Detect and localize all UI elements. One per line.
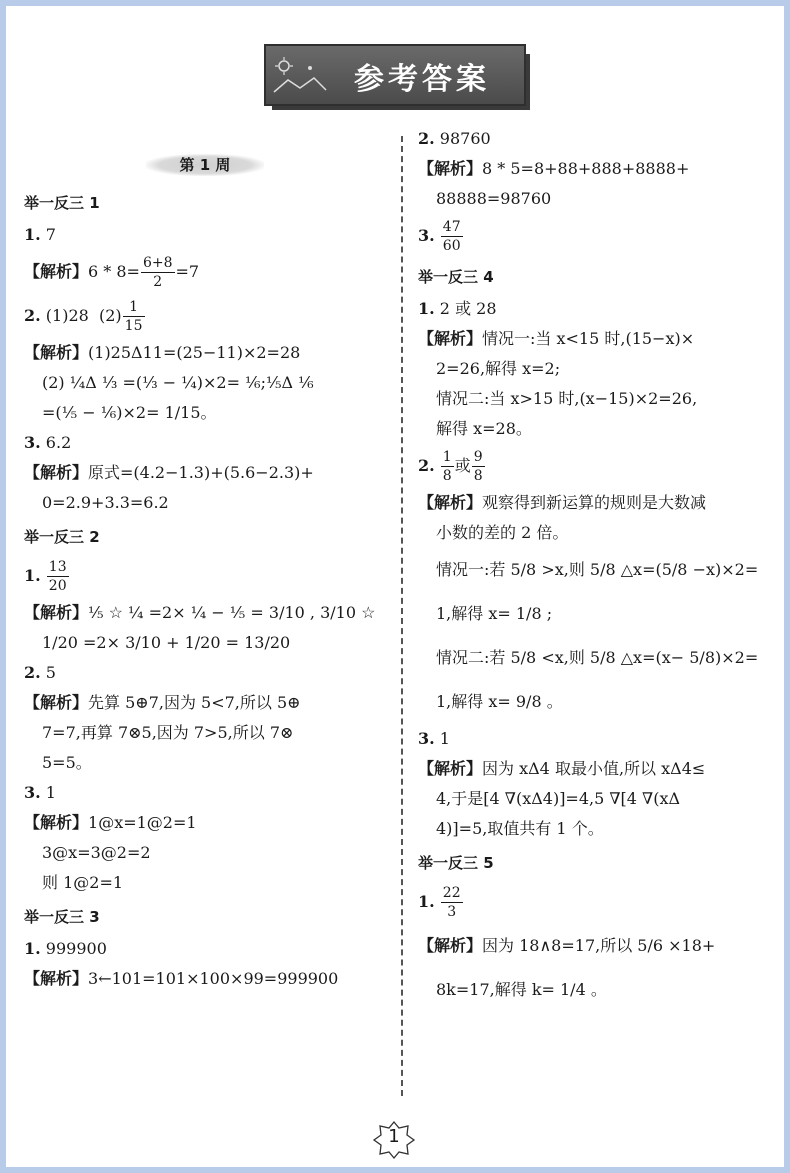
analysis-line [418, 154, 778, 184]
column-divider [401, 136, 403, 1096]
numerator: 1 [123, 298, 145, 317]
answer-value: 1 [45, 783, 56, 802]
denominator: 15 [124, 318, 143, 334]
analysis-line [418, 324, 778, 354]
analysis-text: 1@x=1@2=1 [88, 813, 197, 832]
section-heading: 举一反三 1 [24, 194, 100, 212]
question-number: 3. [24, 433, 41, 452]
answer-line [418, 880, 778, 924]
analysis-text: 情况一:当 x<15 时,(15−x)× [482, 329, 695, 348]
question-number: 1. [418, 299, 435, 318]
numerator: 47 [442, 219, 461, 235]
analysis-line: 1,解得 x= 9/8 。 [436, 692, 563, 711]
analysis-line [24, 458, 389, 488]
answer-value: 1 [439, 729, 450, 748]
analysis-line: 情况二:当 x>15 时,(x−15)×2=26, [436, 389, 698, 408]
answer-value: 2 或 28 [439, 299, 497, 318]
analysis-line [24, 964, 389, 994]
answer-line [418, 294, 778, 324]
section-heading: 举一反三 3 [24, 908, 100, 926]
answer-line [24, 554, 389, 598]
analysis-line [418, 488, 778, 518]
question-number: 2. [418, 129, 435, 148]
analysis-line [24, 688, 389, 718]
week-label: 第 1 周 [146, 154, 264, 176]
answer-line [418, 214, 778, 258]
section-heading: 举一反三 4 [418, 268, 494, 286]
analysis-label: 【解析】 [24, 463, 89, 482]
fraction [123, 298, 145, 335]
answer-line [24, 294, 389, 338]
analysis-text: (1)25Δ11=(25−11)×2=28 [88, 343, 301, 362]
analysis-label: 【解析】 [24, 693, 89, 712]
numerator: 1 [442, 449, 452, 465]
analysis-label: 【解析】 [418, 936, 483, 955]
analysis-line: 小数的差的 2 倍。 [436, 523, 569, 542]
analysis-line: 2=26,解得 x=2; [436, 359, 561, 378]
analysis-label: 【解析】 [418, 329, 483, 348]
analysis-line: 1,解得 x= 1/8 ; [436, 604, 553, 623]
analysis-line: 88888=98760 [436, 189, 552, 208]
analysis-text: 8 * 5=8+88+888+8888+ [482, 159, 690, 178]
analysis-label: 【解析】 [418, 159, 483, 178]
denominator: 60 [442, 238, 461, 254]
denominator: 8 [473, 468, 483, 484]
chalk-doodle-icon [270, 54, 330, 98]
answer-value: 5 [45, 663, 56, 682]
fraction [47, 558, 69, 595]
analysis-text: 观察得到新运算的规则是大数减 [482, 493, 707, 512]
answer-value: (2) [99, 306, 122, 325]
fraction [472, 448, 485, 485]
question-number: 2. [418, 456, 435, 475]
answer-line [24, 658, 389, 688]
question-number: 1. [24, 566, 41, 585]
right-column [418, 124, 778, 1012]
answer-value: 7 [45, 225, 56, 244]
numerator: 22 [442, 885, 461, 901]
page-number-badge [372, 1118, 416, 1162]
analysis-label: 【解析】 [24, 603, 89, 622]
question-number: 2. [24, 306, 41, 325]
analysis-text: 6 * 8= [88, 262, 140, 281]
numerator: 6+8 [142, 255, 173, 271]
analysis-line: 7=7,再算 7⊗5,因为 7>5,所以 7⊗ [42, 723, 294, 742]
analysis-line: 0=2.9+3.3=6.2 [42, 493, 169, 512]
answer-value: 6.2 [45, 433, 72, 452]
analysis-text: 3←101=101×100×99=999900 [88, 969, 339, 988]
analysis-line: 5=5。 [42, 753, 92, 772]
answer-value: 98760 [439, 129, 491, 148]
analysis-line: 情况一:若 5/8 >x,则 5/8 △x=(5/8 −x)×2= [436, 560, 759, 579]
analysis-label: 【解析】 [24, 969, 89, 988]
analysis-line: 情况二:若 5/8 <x,则 5/8 △x=(x− 5/8)×2= [436, 648, 759, 667]
answer-line [418, 724, 778, 754]
analysis-text: 原式=(4.2−1.3)+(5.6−2.3)+ [88, 463, 314, 482]
denominator: 2 [153, 274, 163, 290]
question-number: 2. [24, 663, 41, 682]
denominator: 20 [48, 578, 67, 594]
analysis-label: 【解析】 [24, 343, 89, 362]
section-heading: 举一反三 5 [418, 854, 494, 872]
analysis-line: =(⅕ − ⅙)×2= 1/15。 [42, 403, 217, 422]
answer-line [418, 124, 778, 154]
analysis-text: 因为 18∧8=17,所以 5/6 ×18+ [482, 936, 716, 955]
page-title: 参考答案 [354, 62, 490, 97]
analysis-line [24, 808, 389, 838]
analysis-line [24, 250, 389, 294]
analysis-text: =7 [175, 262, 200, 281]
section-heading: 举一反三 2 [24, 528, 100, 546]
analysis-line: 4,于是[4 ∇(xΔ4)]=4,5 ∇[4 ∇(xΔ [436, 789, 681, 808]
analysis-text: ⅕ ☆ ¼ =2× ¼ − ⅕ = 3/10 , 3/10 ☆ [88, 603, 376, 622]
answer-value: (1)28 [45, 306, 89, 325]
answer-value: 999900 [45, 939, 107, 958]
analysis-label: 【解析】 [418, 759, 483, 778]
left-column [24, 184, 389, 994]
fraction [441, 218, 463, 255]
page-number: 1 [388, 1126, 400, 1147]
analysis-line: 3@x=3@2=2 [42, 843, 151, 862]
analysis-text: 因为 xΔ4 取最小值,所以 xΔ4≤ [482, 759, 706, 778]
question-number: 3. [418, 226, 435, 245]
analysis-line: 1/20 =2× 3/10 + 1/20 = 13/20 [42, 633, 291, 652]
analysis-label: 【解析】 [418, 493, 483, 512]
fraction [441, 448, 454, 485]
analysis-line [418, 924, 778, 968]
analysis-line: 解得 x=28。 [436, 419, 532, 438]
answer-page [6, 6, 784, 1167]
title-banner [264, 42, 534, 114]
numerator: 13 [48, 559, 67, 575]
analysis-line: 4)]=5,取值共有 1 个。 [436, 819, 604, 838]
analysis-line: 则 1@2=1 [42, 873, 124, 892]
answer-line [24, 428, 389, 458]
answer-line [24, 220, 389, 250]
analysis-label: 【解析】 [24, 262, 89, 281]
denominator: 8 [442, 468, 452, 484]
numerator: 9 [473, 449, 483, 465]
answer-value: 或 [454, 456, 471, 475]
analysis-line: 8k=17,解得 k= 1/4 。 [436, 980, 607, 999]
fraction [141, 254, 175, 291]
question-number: 1. [418, 892, 435, 911]
answer-line [24, 778, 389, 808]
answer-line [418, 444, 778, 488]
analysis-line: (2) ¼Δ ⅓ =(⅓ − ¼)×2= ⅙;⅕Δ ⅙ [42, 373, 314, 392]
analysis-text: 先算 5⊕7,因为 5<7,所以 5⊕ [88, 693, 301, 712]
question-number: 3. [418, 729, 435, 748]
question-number: 1. [24, 225, 41, 244]
fraction [441, 884, 463, 921]
analysis-label: 【解析】 [24, 813, 89, 832]
analysis-line [24, 338, 389, 368]
question-number: 3. [24, 783, 41, 802]
analysis-line [418, 754, 778, 784]
question-number: 1. [24, 939, 41, 958]
analysis-line [24, 598, 389, 628]
denominator: 3 [447, 904, 457, 920]
answer-line [24, 934, 389, 964]
